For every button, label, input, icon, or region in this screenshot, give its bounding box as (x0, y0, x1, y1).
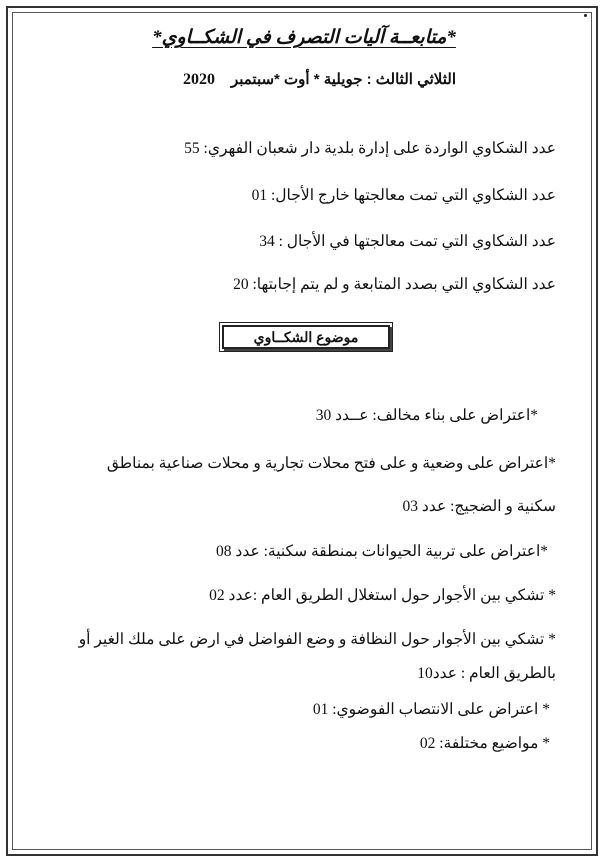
topic-cleanliness-line1: * تشكي بين الأجوار حول النظافة و وضع الفواضل في ارض على ملك الغير أو (78, 631, 556, 648)
topic-misc: * مواضيع مختلفة: 02 (419, 735, 550, 752)
document-title (0, 26, 608, 49)
stat-on-time: عدد الشكاوي التي تمت معالجتها في الأجال : 34 (259, 233, 556, 250)
topic-shops-line1: *اعتراض على وضعية و على فتح محلات تجارية و محلات صناعية بمناطق (106, 455, 556, 472)
period-year: 2020 (182, 71, 215, 88)
topic-informal-vending: * اعتراض على الانتصاب الفوضوي: 01 (312, 701, 550, 718)
period-text: الثلاثي الثالث : جويلية * أوت *سبتمبر (230, 71, 456, 88)
corner-dot (584, 14, 587, 17)
topic-cleanliness-line2: بالطريق العام : عدد10 (417, 665, 556, 682)
period-line (183, 70, 456, 89)
section-heading: موضوع الشكــاوي (222, 325, 390, 349)
topic-road-use: * تشكي بين الأجوار حول استغلال الطريق العام :عدد 02 (209, 587, 556, 604)
topic-shops-line2: سكنية و الضجيج: عدد 03 (402, 498, 556, 515)
page-border-inner (12, 12, 592, 850)
section-heading-box (219, 322, 393, 352)
topic-animals: *اعتراض على تربية الحيوانات بمنطقة سكنية: عدد 08 (216, 543, 548, 560)
stat-pending: عدد الشكاوي التي بصدد المتابعة و لم يتم إجابتها: 20 (233, 276, 556, 293)
document-title-text: *متابعــة آليات التصرف في الشكــاوي* (152, 27, 456, 48)
stat-received: عدد الشكاوي الواردة على إدارة بلدية دار شعبان الفهري: 55 (184, 140, 556, 157)
stat-late: عدد الشكاوي التي تمت معالجتها خارج الأجال: 01 (251, 187, 556, 204)
topic-illegal-building: *اعتراض على بناء مخالف: عــدد 30 (315, 407, 538, 424)
